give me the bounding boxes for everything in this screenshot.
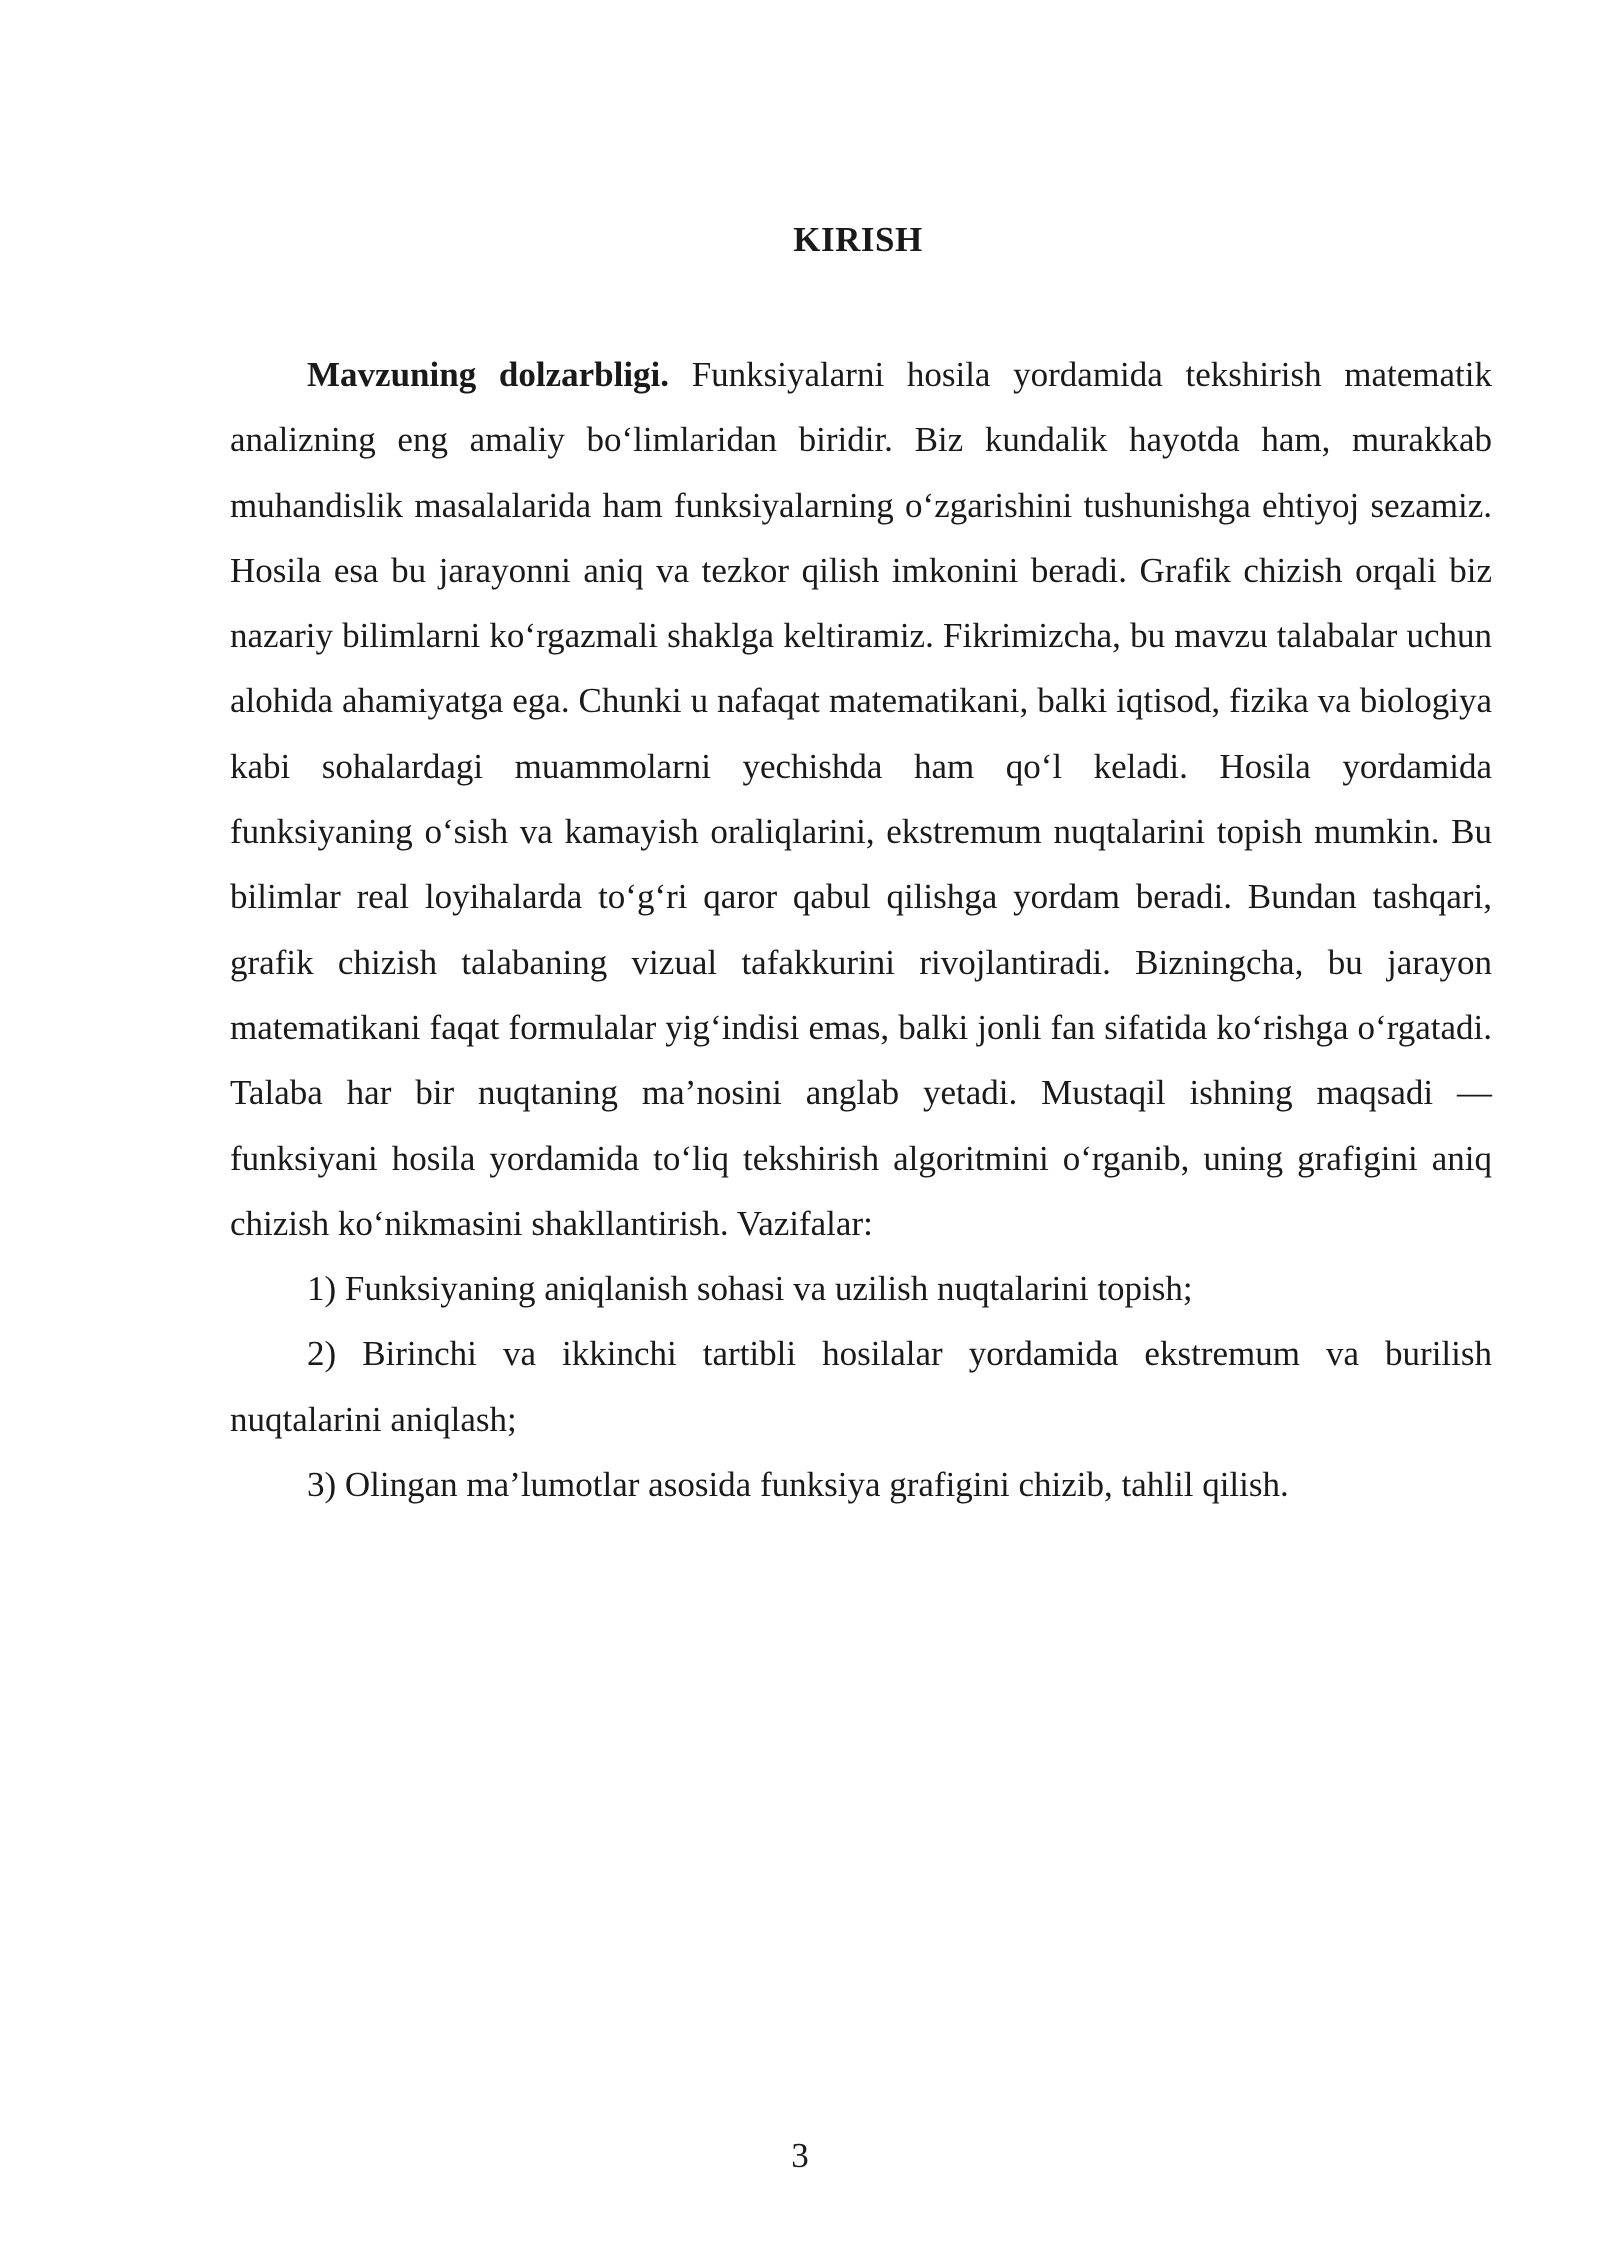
- task-item-2: 2) Birinchi va ikkinchi tartibli hosilalar yordamida ekstremum va burilish nuqtalarini aniqlash;: [230, 1334, 1492, 1439]
- task-item-1: 1) Funksiyaning aniqlanish sohasi va uzilish nuqtalarini topish;: [307, 1269, 1193, 1309]
- main-paragraph: [230, 342, 1492, 1256]
- page-title: KIRISH: [793, 220, 923, 259]
- task-item-3: 3) Olingan ma’lumotlar asosida funksiya grafigini chizib, tahlil qilish.: [307, 1465, 1289, 1505]
- body-text: [230, 342, 1492, 1517]
- page-number: 3: [791, 2136, 809, 2175]
- lead-label: Mavzuning dolzarbligi.: [307, 355, 670, 394]
- main-paragraph-text: Funksiyalarni hosila yordamida tekshirish matematik analizning eng amaliy bo‘limlaridan biridir. Biz kundalik hayotda ham, murakkab muhandislik masalalarida ham funksiyalarning o‘zgarishini tushunishga ehtiyoj sezamiz. Hosila esa bu jarayonni aniq va tezkor qilish imkonini beradi. Grafik chizish orqali biz nazariy bilimlarni ko‘rgazmali shaklga keltiramiz. Fikrimizcha, bu mavzu talabalar uchun alohida ahamiyatga ega. Chunki u nafaqat matematikani, balki iqtisod, fizika va biologiya kabi sohalardagi muammolarni yechishda ham qo‘l keladi. Hosila yordamida funksiyaning o‘sish va kamayish oraliqlarini, ekstremum nuqtalarini topish mumkin. Bu bilimlar real loyihalarda to‘g‘ri qaror qabul qilishga yordam beradi. Bundan tashqari, grafik chizish talabaning vizual tafakkurini rivojlantiradi. Bizningcha, bu jarayon matematikani faqat formulalar yig‘indisi emas, balki jonli fan sifatida ko‘rishga o‘rgatadi. Talaba har bir nuqtaning ma’nosini anglab yetadi. Mustaqil ishning maqsadi — funksiyani hosila yordamida to‘liq tekshirish algoritmini o‘rganib, uning grafigini aniq chizish ko‘nikmasini shakllantirish. Vazifalar:: [230, 355, 1492, 1243]
